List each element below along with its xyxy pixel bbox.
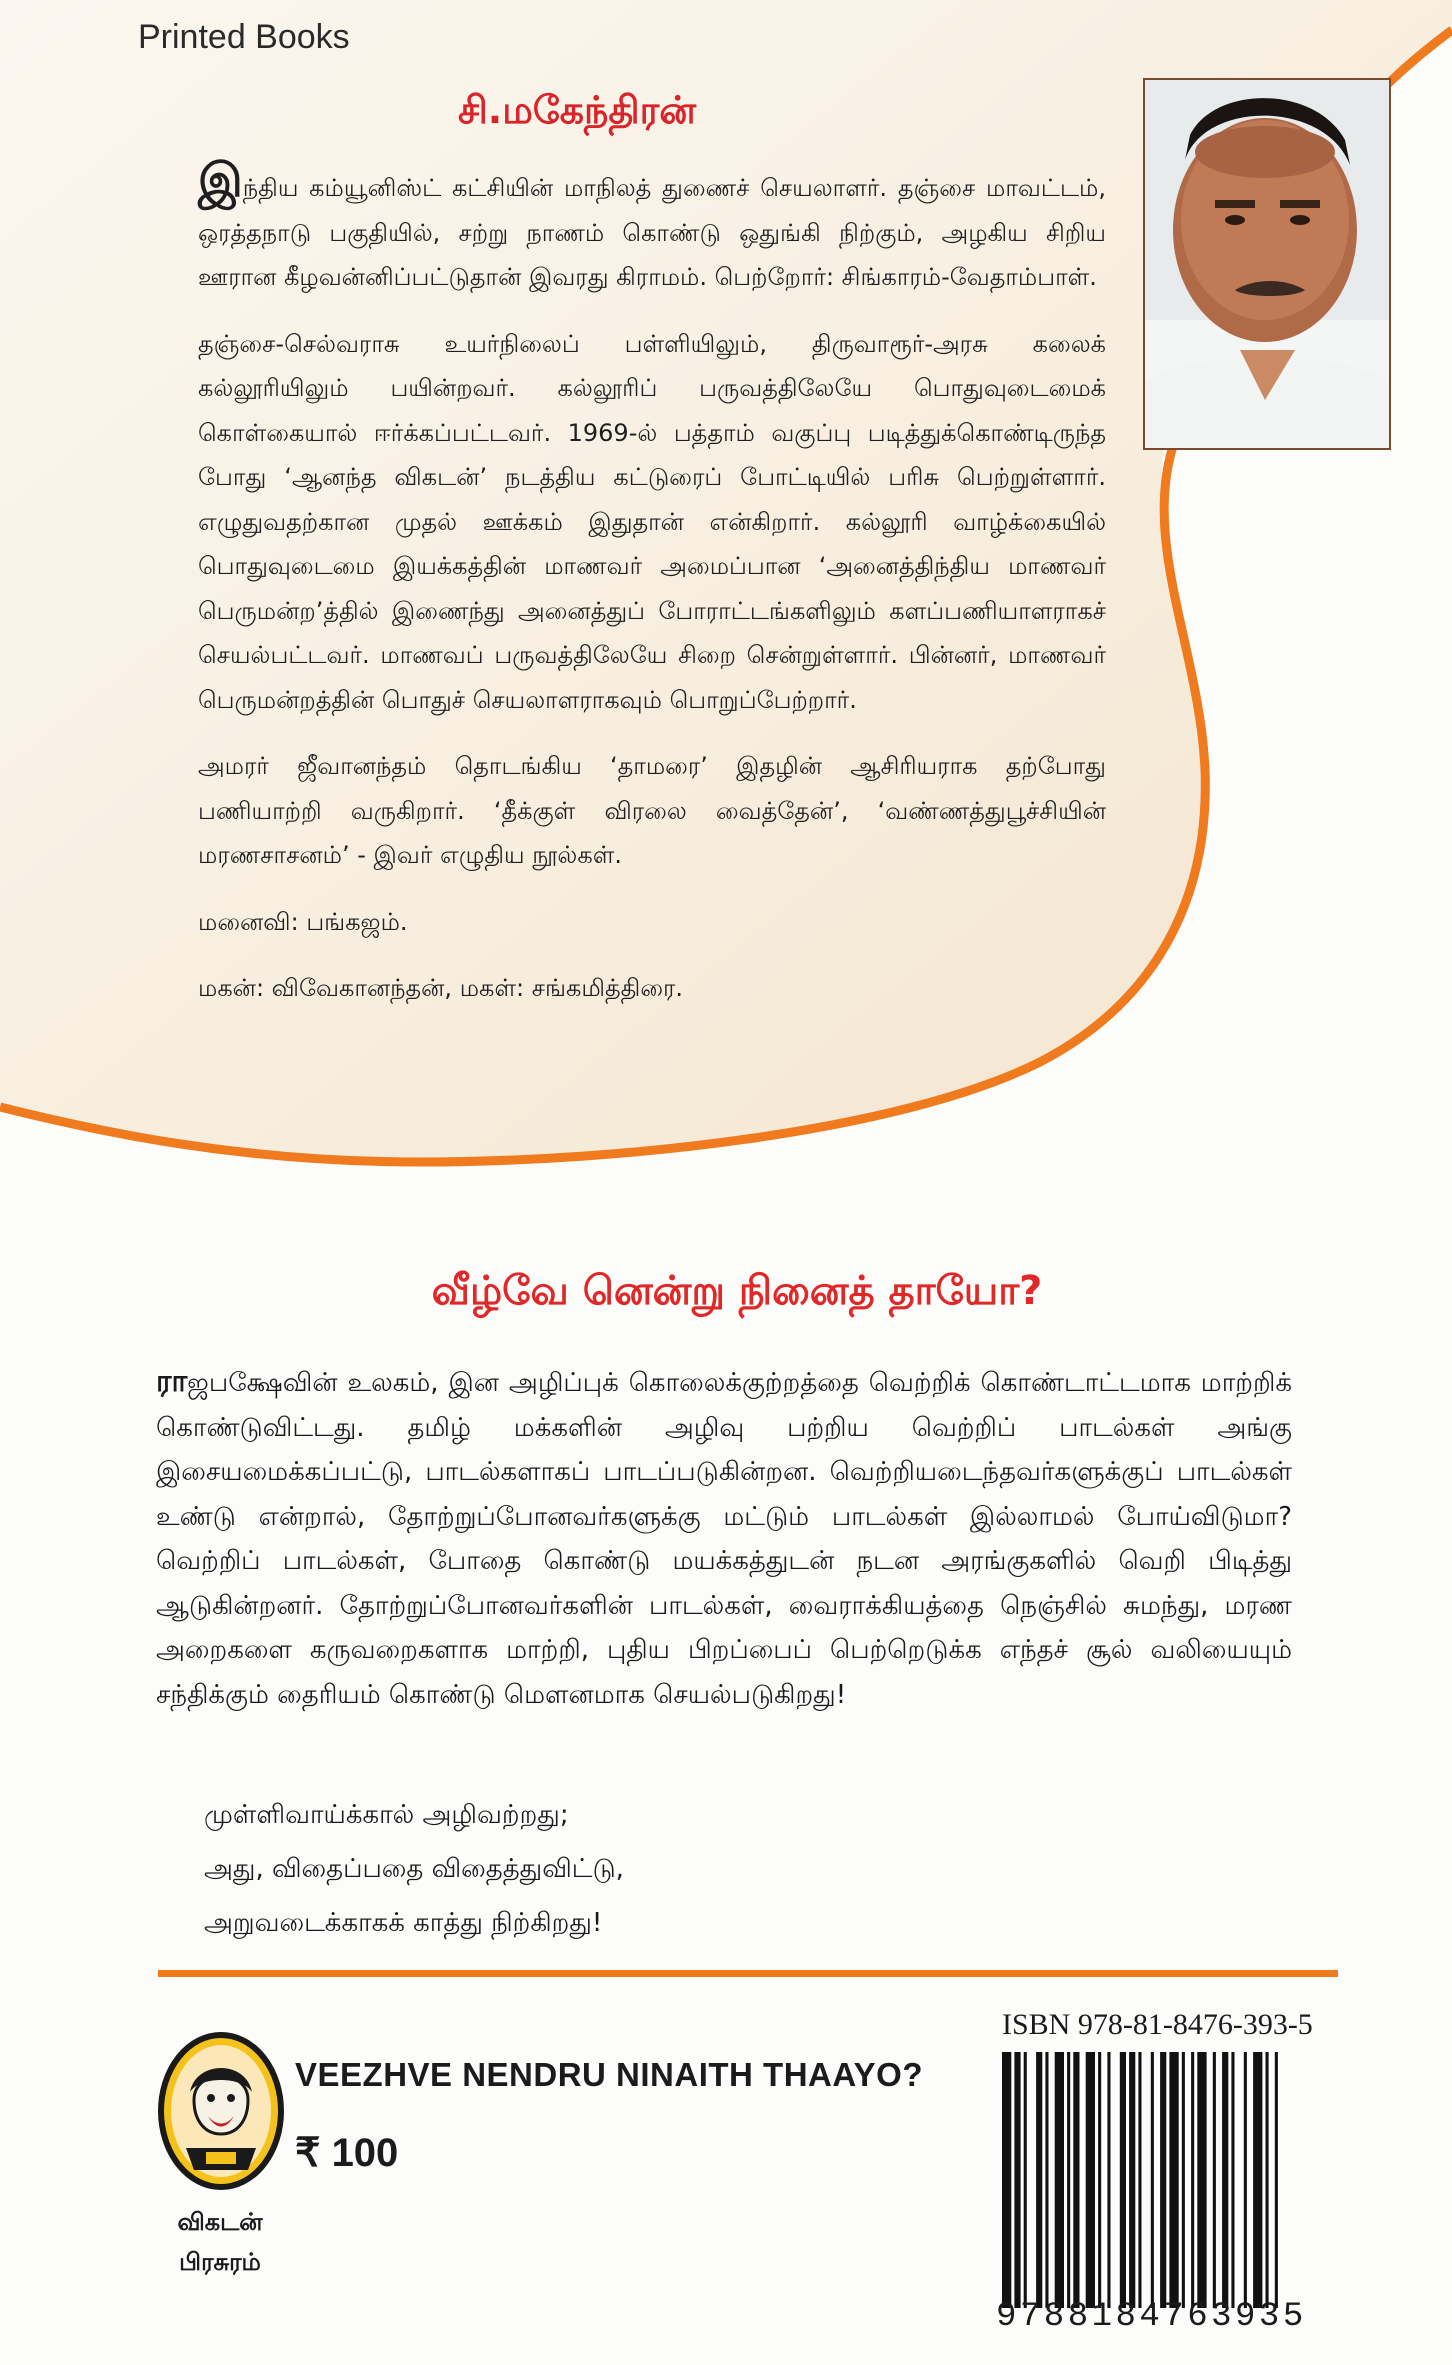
author-name: சி.மகேந்திரன் [458, 88, 697, 132]
vikatan-logo-icon [156, 2030, 286, 2192]
poem-line: முள்ளிவாய்க்கால் அழிவற்றது; [204, 1800, 569, 1830]
publisher-name [156, 2202, 284, 2282]
bio-text: அமரர் ஜீவானந்தம் தொடங்கிய ‘தாமரை’ இதழின் ஆசிரியராக தற்போது பணியாற்றி வருகிறார். ‘தீக்குள் விரலை வைத்தேன்’, ‘வண்ணத்துபூச்சியின் மரணசாசனம்’ - இவர் எழுதிய நூல்கள். [198, 752, 1107, 869]
barcode-bar [1024, 2052, 1027, 2308]
barcode-bar [1222, 2052, 1228, 2308]
closing-poem [204, 1788, 624, 1950]
barcode-bar [1231, 2052, 1234, 2308]
barcode-bar [1169, 2052, 1178, 2308]
barcode-bar [1138, 2052, 1141, 2308]
bio-text: மகன்: விவேகானந்தன், மகள்: சங்கமித்திரை. [198, 974, 684, 1002]
barcode-bar [1129, 2052, 1135, 2308]
bio-text: தஞ்சை-செல்வராசு உயர்நிலைப் பள்ளியிலும், திருவாரூர்-அரசு கலைக் கல்லூரியிலும் பயின்றவர். கல்லூரிப் பருவத்திலேயே பொதுவுடைமைக் கொள்கையால் ஈர்க்கப்பட்டவர். 1969-ல் பத்தாம் வகுப்பு படித்துக்கொண்டிருந்த போது ‘ஆனந்த விகடன்’ நடத்திய கட்டுரைப் போட்டியில் பரிசு பெற்றுள்ளார். எழுதுவதற்கான முதல் ஊக்கம் இதுதான் என்கிறார். கல்லூரி வாழ்க்கையில் பொதுவுடைமை இயக்கத்தின் மாணவர் அமைப்பான ‘அனைத்திந்திய மாணவர் பெருமன்ற’த்தில் இணைந்து அனைத்துப் போராட்டங்களிலும் களப்பணியாளராகச் செயல்பட்டவர். மாணவப் பருவத்திலேயே சிறை சென்றுள்ளார். பின்னர், மாணவர் பெருமன்றத்தின் பொதுச் செயலாளராகவும் பொறுப்பேற்றார். [198, 329, 1107, 714]
orange-divider [158, 1970, 1338, 1977]
barcode-bar [1098, 2052, 1101, 2308]
barcode-number: 9788184763935 [996, 2298, 1307, 2336]
cover-label: Printed Books [138, 18, 350, 56]
barcode-bar [1002, 2052, 1011, 2308]
book-title-tamil: வீழ்வே னென்று நினைத் தாயோ? [431, 1268, 1043, 1314]
barcode-bar [1160, 2052, 1166, 2308]
bio-paragraph [198, 322, 1106, 723]
barcode [1002, 2052, 1342, 2308]
barcode-bar [1266, 2052, 1269, 2308]
barcode-bar [1197, 2052, 1206, 2308]
bio-text: மனைவி: பங்கஜம். [198, 907, 408, 936]
barcode-bar [1055, 2052, 1064, 2308]
poem-line: அது, விதைப்பதை விதைத்துவிட்டு, [204, 1854, 624, 1884]
poem-line: அறுவடைக்காகக் காத்து நிற்கிறது! [204, 1908, 603, 1938]
author-bio [198, 153, 1107, 1033]
blurb-first-letters: ரா [156, 1364, 188, 1399]
bio-paragraph [198, 900, 1106, 945]
book-title-english: VEEZHVE NENDRU NINAITH THAAYO? [295, 2056, 923, 2093]
book-blurb [156, 1360, 1292, 1717]
barcode-bar [1120, 2052, 1126, 2308]
bio-paragraph [198, 966, 1106, 1011]
barcode-bar [1045, 2052, 1048, 2308]
bio-paragraph [198, 744, 1106, 878]
barcode-bar [1014, 2052, 1020, 2308]
drop-cap: இ [198, 153, 243, 207]
barcode-bar [1073, 2052, 1079, 2308]
barcode-bar [1275, 2052, 1278, 2308]
barcode-bar [1067, 2052, 1070, 2308]
barcode-bar [1253, 2052, 1262, 2308]
barcode-bar [1107, 2052, 1110, 2308]
author-photo [1143, 78, 1391, 450]
barcode-bar [1244, 2052, 1247, 2308]
barcode-bar [1213, 2052, 1216, 2308]
blurb-text: ஜபக்ஷேவின் உலகம், இன அழிப்புக் கொலைக்குற்றத்தை வெற்றிக் கொண்டாட்டமாக மாற்றிக் கொண்டுவிட்டது. தமிழ் மக்களின் அழிவு பற்றிய வெற்றிப் பாடல்கள் அங்கு இசையமைக்கப்பட்டு, பாடல்களாகப் பாடப்படுகின்றன. வெற்றியடைந்தவர்களுக்குப் பாடல்கள் உண்டு என்றால், தோற்றுப்போனவர்களுக்கு மட்டும் பாடல்கள் இல்லாமல் போய்விடுமா? வெற்றிப் பாடல்கள், போதை கொண்டு மயக்கத்துடன் நடன அரங்குகளில் வெறி பிடித்து ஆடுகின்றனர். தோற்றுப்போனவர்களின் பாடல்கள், வைராக்கியத்தை நெஞ்சில் சுமந்து, மரண அறைகளை கருவறைகளாக மாற்றி, புதிய பிறப்பைப் பெற்றெடுக்க எந்தச் சூல் வலியையும் சந்திக்கும் தைரியம் கொண்டு மௌனமாக செயல்படுகிறது! [156, 1368, 1292, 1710]
bio-text: ந்திய கம்யூனிஸ்ட் கட்சியின் மாநிலத் துணைச் செயலாளர். தஞ்சை மாவட்டம், ஒரத்தநாடு பகுதியில், சற்று நாணம் கொண்டு ஒதுங்கி நிற்கும், அழகிய சிறிய ஊரான கீழவன்னிப்பட்டுதான் இவரது கிராமம். பெற்றோர்: சிங்காரம்-வேதாம்பாள். [198, 174, 1106, 291]
bio-paragraph [198, 153, 1106, 300]
publisher-line: பிரசுரம் [179, 2248, 261, 2276]
barcode-bar [1036, 2052, 1042, 2308]
publisher-line: விகடன் [177, 2208, 263, 2236]
barcode-bar [1151, 2052, 1154, 2308]
barcode-bar [1182, 2052, 1185, 2308]
isbn: ISBN 978-81-8476-393-5 [1002, 2008, 1313, 2041]
barcode-bar [1086, 2052, 1095, 2308]
price: ₹ 100 [295, 2131, 399, 2175]
barcode-bar [1191, 2052, 1194, 2308]
